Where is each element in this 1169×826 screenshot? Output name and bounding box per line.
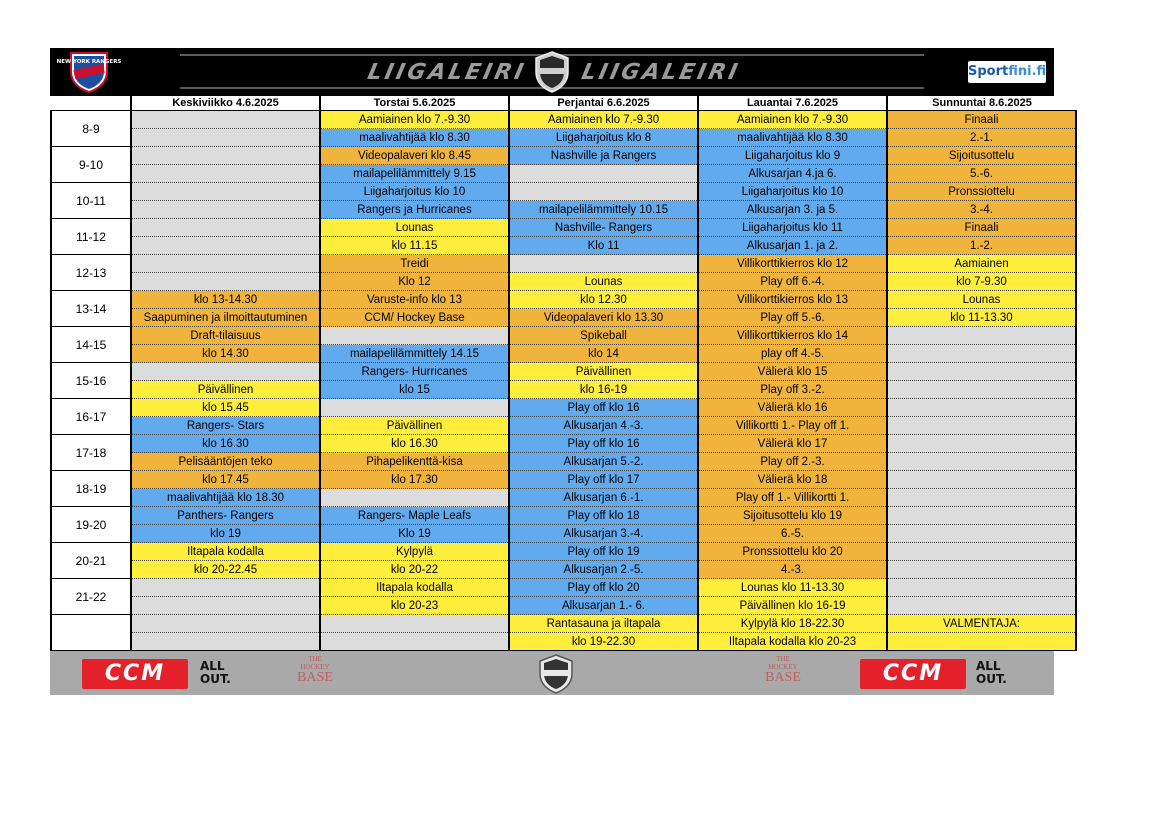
schedule-row <box>51 129 1076 147</box>
schedule-cell: Play off klo 18 <box>509 507 698 525</box>
allout-text: OUT. <box>200 672 231 686</box>
wordmark-right: LIIGALEIRI <box>579 60 743 85</box>
schedule-cell <box>131 183 320 201</box>
schedule-row <box>51 363 1076 381</box>
schedule-row <box>51 327 1076 345</box>
schedule-row <box>51 165 1076 183</box>
schedule-cell: klo 20-22 <box>320 561 509 579</box>
schedule-cell: Nashville ja Rangers <box>509 147 698 165</box>
hockeybase-text: HOCKEY <box>768 663 798 671</box>
schedule-cell: klo 12.30 <box>509 291 698 309</box>
schedule-cell <box>131 273 320 291</box>
schedule-cell: 1.-2. <box>887 237 1076 255</box>
schedule-cell: Välierä klo 18 <box>698 471 887 489</box>
schedule-cell: Iltapala kodalla klo 20-23 <box>698 633 887 651</box>
schedule-cell: Alkusarjan 1. ja 2. <box>698 237 887 255</box>
schedule-cell: klo 17.30 <box>320 471 509 489</box>
schedule-cell: Välierä klo 15 <box>698 363 887 381</box>
schedule-cell: Alkusarjan 6.-1. <box>509 489 698 507</box>
schedule-cell: klo 11.15 <box>320 237 509 255</box>
schedule-row <box>51 435 1076 453</box>
schedule-cell <box>887 381 1076 399</box>
schedule-table <box>50 96 1077 651</box>
day-header-row <box>51 96 1076 111</box>
schedule-cell: 6.-5. <box>698 525 887 543</box>
schedule-cell <box>887 453 1076 471</box>
time-slot-label: 19-20 <box>51 507 131 543</box>
time-slot-label: 16-17 <box>51 399 131 435</box>
schedule-cell: maalivahtijää klo 18.30 <box>131 489 320 507</box>
schedule-cell: Play off 1.- Villikortti 1. <box>698 489 887 507</box>
schedule-cell <box>509 255 698 273</box>
time-slot-label: 21-22 <box>51 579 131 615</box>
schedule-cell: Liigaharjoitus klo 10 <box>698 183 887 201</box>
schedule-cell: Alkusarjan 4.-3. <box>509 417 698 435</box>
schedule-cell <box>887 543 1076 561</box>
schedule-cell <box>887 417 1076 435</box>
schedule-cell: Play off 6.-4. <box>698 273 887 291</box>
schedule-row <box>51 471 1076 489</box>
time-slot-label: 18-19 <box>51 471 131 507</box>
schedule-row <box>51 543 1076 561</box>
schedule-cell <box>131 111 320 129</box>
nhl-shield-icon <box>536 653 576 695</box>
schedule-cell: 2.-1. <box>887 129 1076 147</box>
schedule-cell: Play off klo 20 <box>509 579 698 597</box>
schedule-cell <box>131 615 320 633</box>
schedule-cell: Aamiainen <box>887 255 1076 273</box>
time-slot-label: 20-21 <box>51 543 131 579</box>
schedule-row <box>51 525 1076 543</box>
schedule-cell <box>887 399 1076 417</box>
schedule-cell <box>131 147 320 165</box>
schedule-cell <box>887 363 1076 381</box>
schedule-cell: maalivahtijää klo 8.30 <box>698 129 887 147</box>
schedule-sheet <box>50 48 1054 695</box>
schedule-cell: 4.-3. <box>698 561 887 579</box>
schedule-cell: Villikorttikierros klo 13 <box>698 291 887 309</box>
schedule-cell: Alkusarjan 2.-5. <box>509 561 698 579</box>
allout-logo-left <box>200 660 231 686</box>
schedule-cell: Play off klo 16 <box>509 399 698 417</box>
schedule-body <box>51 111 1076 651</box>
schedule-cell <box>131 237 320 255</box>
schedule-row <box>51 111 1076 129</box>
schedule-cell <box>509 165 698 183</box>
schedule-cell: Aamiainen klo 7.-9.30 <box>698 111 887 129</box>
schedule-row <box>51 507 1076 525</box>
schedule-row <box>51 453 1076 471</box>
schedule-cell <box>887 633 1076 651</box>
schedule-cell <box>887 507 1076 525</box>
schedule-cell: Päivällinen <box>509 363 698 381</box>
schedule-cell <box>320 615 509 633</box>
time-slot-label: 15-16 <box>51 363 131 399</box>
schedule-cell <box>131 579 320 597</box>
rangers-shield-icon <box>56 51 122 93</box>
schedule-row <box>51 633 1076 651</box>
schedule-cell: klo 17.45 <box>131 471 320 489</box>
schedule-cell: Villikorttikierros klo 12 <box>698 255 887 273</box>
schedule-cell <box>887 327 1076 345</box>
hockeybase-text: THE <box>776 655 790 663</box>
svg-text:NEW YORK RANGERS: NEW YORK RANGERS <box>56 59 122 65</box>
schedule-cell: Alkusarjan 4.ja 6. <box>698 165 887 183</box>
schedule-row <box>51 597 1076 615</box>
footer-banner <box>50 651 1054 695</box>
schedule-cell: Finaali <box>887 219 1076 237</box>
schedule-cell: Pihapelikenttä-kisa <box>320 453 509 471</box>
schedule-row <box>51 183 1076 201</box>
schedule-cell <box>320 489 509 507</box>
ccm-logo-right: CCM <box>860 659 966 689</box>
schedule-cell: Sijoitusottelu <box>887 147 1076 165</box>
schedule-cell: klo 14.30 <box>131 345 320 363</box>
schedule-cell: mailapelilämmittely 14.15 <box>320 345 509 363</box>
allout-logo-right <box>976 660 1007 686</box>
schedule-cell <box>131 219 320 237</box>
schedule-cell <box>887 471 1076 489</box>
schedule-cell: 3.-4. <box>887 201 1076 219</box>
day-header: Perjantai 6.6.2025 <box>509 96 698 111</box>
schedule-cell: Klo 19 <box>320 525 509 543</box>
schedule-cell: klo 19-22.30 <box>509 633 698 651</box>
schedule-cell: Rantasauna ja iltapala <box>509 615 698 633</box>
schedule-cell <box>887 579 1076 597</box>
schedule-cell: Panthers- Rangers <box>131 507 320 525</box>
schedule-cell: Finaali <box>887 111 1076 129</box>
schedule-cell: Alkusarjan 5.-2. <box>509 453 698 471</box>
schedule-cell: Rangers- Maple Leafs <box>320 507 509 525</box>
schedule-cell: 5.-6. <box>887 165 1076 183</box>
schedule-row <box>51 237 1076 255</box>
schedule-cell: Nashville- Rangers <box>509 219 698 237</box>
schedule-cell: Lounas <box>320 219 509 237</box>
time-header <box>51 96 131 111</box>
schedule-cell: mailapelilämmittely 9.15 <box>320 165 509 183</box>
schedule-cell: Iltapala kodalla <box>320 579 509 597</box>
schedule-cell: mailapelilämmittely 10.15 <box>509 201 698 219</box>
time-slot-label: 17-18 <box>51 435 131 471</box>
schedule-cell: Päivällinen <box>131 381 320 399</box>
schedule-cell: klo 14 <box>509 345 698 363</box>
allout-text: OUT. <box>976 672 1007 686</box>
schedule-cell <box>887 345 1076 363</box>
header-banner <box>50 48 1054 96</box>
schedule-cell: klo 19 <box>131 525 320 543</box>
schedule-row <box>51 219 1076 237</box>
schedule-row <box>51 201 1076 219</box>
schedule-cell: Pronssiottelu <box>887 183 1076 201</box>
schedule-cell: Iltapala kodalla <box>131 543 320 561</box>
schedule-cell: Pronssiottelu klo 20 <box>698 543 887 561</box>
schedule-cell: Alkusarjan 3. ja 5. <box>698 201 887 219</box>
schedule-cell: Välierä klo 16 <box>698 399 887 417</box>
schedule-cell: Välierä klo 17 <box>698 435 887 453</box>
schedule-cell: Alkusarjan 3.-4. <box>509 525 698 543</box>
schedule-cell: Aamiainen klo 7.-9.30 <box>509 111 698 129</box>
ccm-logo-left: CCM <box>82 659 188 689</box>
sponsor-part2: fini.fi <box>1008 64 1047 79</box>
schedule-cell: Saapuminen ja ilmoittautuminen <box>131 309 320 327</box>
schedule-cell: Aamiainen klo 7.-9.30 <box>320 111 509 129</box>
time-slot-label <box>51 615 131 651</box>
schedule-cell: klo 13-14.30 <box>131 291 320 309</box>
nhl-shield-icon <box>532 50 572 94</box>
schedule-row <box>51 615 1076 633</box>
schedule-cell <box>320 399 509 417</box>
schedule-row <box>51 579 1076 597</box>
schedule-cell: maalivahtijää klo 8.30 <box>320 129 509 147</box>
schedule-row <box>51 417 1076 435</box>
day-header: Torstai 5.6.2025 <box>320 96 509 111</box>
schedule-cell: klo 15 <box>320 381 509 399</box>
schedule-cell: Play off klo 19 <box>509 543 698 561</box>
schedule-cell: Kylpylä klo 18-22.30 <box>698 615 887 633</box>
schedule-cell <box>320 633 509 651</box>
schedule-cell <box>887 489 1076 507</box>
schedule-cell: klo 11-13.30 <box>887 309 1076 327</box>
schedule-row <box>51 489 1076 507</box>
schedule-cell: CCM/ Hockey Base <box>320 309 509 327</box>
schedule-row <box>51 399 1076 417</box>
schedule-cell: klo 7-9.30 <box>887 273 1076 291</box>
schedule-cell: Liigaharjoitus klo 9 <box>698 147 887 165</box>
hockeybase-text: BASE <box>297 670 333 685</box>
schedule-row <box>51 273 1076 291</box>
schedule-cell: klo 20-22.45 <box>131 561 320 579</box>
schedule-cell <box>131 633 320 651</box>
schedule-cell: klo 20-23 <box>320 597 509 615</box>
schedule-cell <box>887 561 1076 579</box>
schedule-cell: Pelisääntöjen teko <box>131 453 320 471</box>
hockeybase-text: HOCKEY <box>300 663 330 671</box>
schedule-cell: Sijoitusottelu klo 19 <box>698 507 887 525</box>
schedule-row <box>51 291 1076 309</box>
allout-text: ALL <box>200 659 225 673</box>
hockeybase-text: BASE <box>765 670 801 685</box>
schedule-cell: Videopalaveri klo 13.30 <box>509 309 698 327</box>
day-header: Keskiviikko 4.6.2025 <box>131 96 320 111</box>
schedule-cell <box>131 597 320 615</box>
schedule-cell: Videopalaveri klo 8.45 <box>320 147 509 165</box>
schedule-cell: klo 16.30 <box>131 435 320 453</box>
schedule-cell: Alkusarjan 1.- 6. <box>509 597 698 615</box>
schedule-cell: Spikeball <box>509 327 698 345</box>
schedule-row <box>51 309 1076 327</box>
hockeybase-logo-left <box>290 655 340 693</box>
time-slot-label: 8-9 <box>51 111 131 147</box>
hockeybase-text: THE <box>308 655 322 663</box>
schedule-cell <box>320 327 509 345</box>
schedule-cell: VALMENTAJA: <box>887 615 1076 633</box>
schedule-cell: Lounas <box>887 291 1076 309</box>
sponsor-logo <box>968 61 1046 83</box>
schedule-cell <box>131 363 320 381</box>
day-header: Sunnuntai 8.6.2025 <box>887 96 1076 111</box>
schedule-cell <box>887 435 1076 453</box>
day-header: Lauantai 7.6.2025 <box>698 96 887 111</box>
sponsor-part1: Sport <box>968 64 1009 79</box>
schedule-cell: Play off 2.-3. <box>698 453 887 471</box>
schedule-cell: Liigaharjoitus klo 10 <box>320 183 509 201</box>
schedule-cell: Play off klo 16 <box>509 435 698 453</box>
schedule-cell: play off 4.-5. <box>698 345 887 363</box>
schedule-cell: Klo 11 <box>509 237 698 255</box>
schedule-row <box>51 345 1076 363</box>
time-slot-label: 14-15 <box>51 327 131 363</box>
schedule-cell: Villikorttikierros klo 14 <box>698 327 887 345</box>
schedule-cell: Rangers- Stars <box>131 417 320 435</box>
schedule-cell: Lounas klo 11-13.30 <box>698 579 887 597</box>
schedule-cell: Päivällinen klo 16-19 <box>698 597 887 615</box>
schedule-row <box>51 255 1076 273</box>
schedule-cell: Liigaharjoitus klo 11 <box>698 219 887 237</box>
schedule-cell: Klo 12 <box>320 273 509 291</box>
schedule-cell: Treidi <box>320 255 509 273</box>
schedule-cell: Draft-tilaisuus <box>131 327 320 345</box>
wordmark-left: LIIGALEIRI <box>365 60 529 85</box>
schedule-cell: Lounas <box>509 273 698 291</box>
schedule-cell <box>131 129 320 147</box>
schedule-cell: Play off klo 17 <box>509 471 698 489</box>
schedule-cell: Rangers- Hurricanes <box>320 363 509 381</box>
schedule-cell: klo 15.45 <box>131 399 320 417</box>
schedule-cell: klo 16-19 <box>509 381 698 399</box>
time-slot-label: 12-13 <box>51 255 131 291</box>
schedule-cell: Play off 5.-6. <box>698 309 887 327</box>
schedule-row <box>51 381 1076 399</box>
schedule-cell: Varuste-info klo 13 <box>320 291 509 309</box>
schedule-cell: klo 16.30 <box>320 435 509 453</box>
schedule-cell <box>887 525 1076 543</box>
time-slot-label: 9-10 <box>51 147 131 183</box>
time-slot-label: 13-14 <box>51 291 131 327</box>
schedule-cell: Villikortti 1.- Play off 1. <box>698 417 887 435</box>
schedule-cell: Kylpylä <box>320 543 509 561</box>
schedule-cell <box>131 255 320 273</box>
schedule-cell <box>509 183 698 201</box>
schedule-row <box>51 147 1076 165</box>
schedule-cell: Päivällinen <box>320 417 509 435</box>
hockeybase-logo-right <box>758 655 808 693</box>
schedule-cell <box>887 597 1076 615</box>
schedule-cell: Liigaharjoitus klo 8 <box>509 129 698 147</box>
time-slot-label: 11-12 <box>51 219 131 255</box>
schedule-cell: Play off 3.-2. <box>698 381 887 399</box>
allout-text: ALL <box>976 659 1001 673</box>
schedule-cell <box>131 201 320 219</box>
schedule-cell: Rangers ja Hurricanes <box>320 201 509 219</box>
schedule-row <box>51 561 1076 579</box>
time-slot-label: 10-11 <box>51 183 131 219</box>
schedule-cell <box>131 165 320 183</box>
